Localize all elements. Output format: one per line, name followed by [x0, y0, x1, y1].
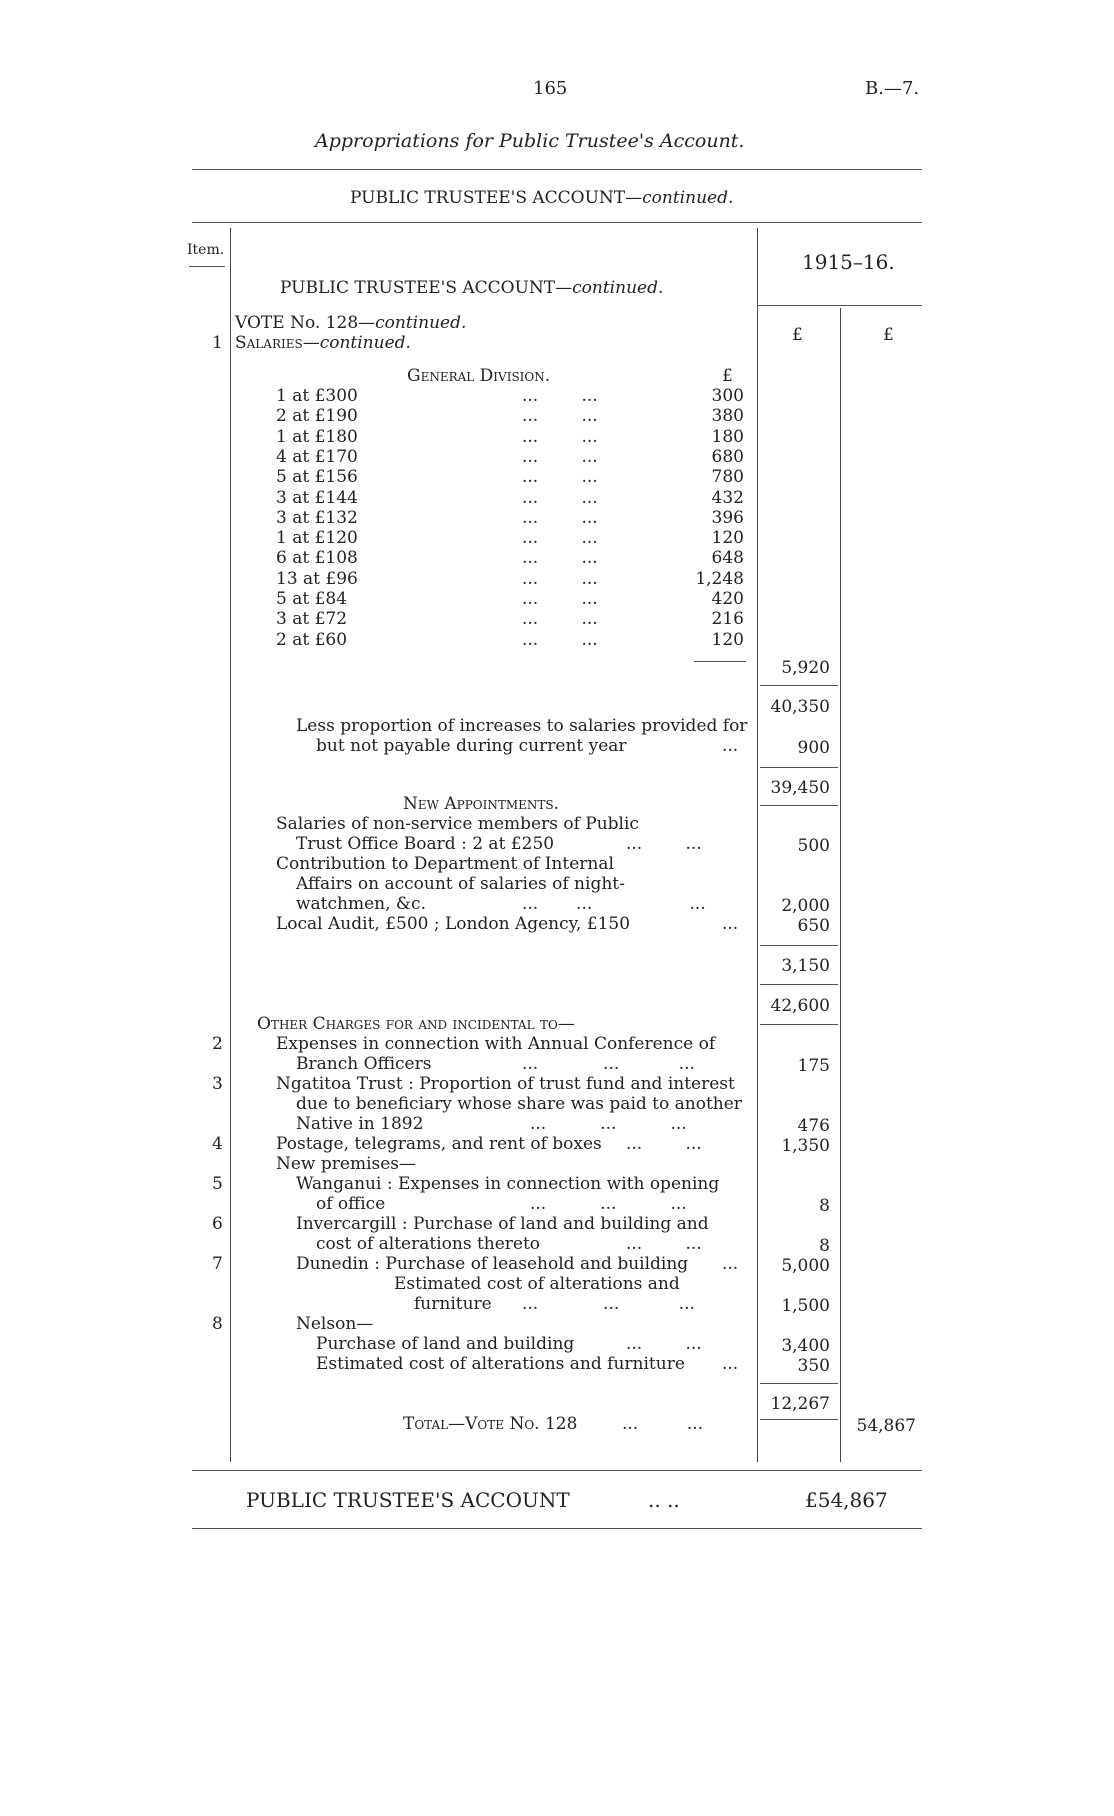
appointment-line: Trust Office Board : 2 at £250: [296, 834, 555, 854]
inner-title: PUBLIC TRUSTEE'S ACCOUNT—continued.: [280, 278, 664, 298]
charge-line: furniture: [414, 1294, 492, 1314]
year-header-rule: [757, 305, 922, 306]
subtotal-rule: [760, 1024, 838, 1025]
amount-column-divider: [840, 308, 841, 1462]
appointment-line: Affairs on account of salaries of night-: [296, 874, 625, 894]
leader-dots: ... ... ...: [530, 1114, 687, 1134]
leader-dots: ... ...: [522, 569, 598, 589]
subtotal-rule: [694, 661, 746, 662]
header-rule: [192, 169, 922, 170]
leader-dots: ... ...: [522, 447, 598, 467]
footer-rule: [192, 1528, 922, 1529]
salary-grade-amount: 420: [711, 589, 744, 609]
leader-dots: ... ...: [522, 528, 598, 548]
charge-line: of office: [316, 1194, 386, 1214]
subtotal-rule: [760, 945, 838, 946]
salary-grade-label: 3 at £132: [276, 508, 358, 528]
general-division-unit: £: [722, 366, 733, 386]
charge-line: Branch Officers: [296, 1054, 432, 1074]
nelson-heading: Nelson—: [296, 1314, 374, 1334]
item-number: 8: [212, 1314, 223, 1334]
subtotal-amount: 39,450: [770, 778, 830, 798]
less-proportion-line: Less proportion of increases to salaries provided for: [296, 716, 748, 736]
appointment-line: Local Audit, £500 ; London Agency, £150: [276, 914, 631, 934]
section-rule: [192, 222, 922, 223]
salary-grade-amount: 300: [711, 386, 744, 406]
charge-line: Postage, telegrams, and rent of boxes: [276, 1134, 602, 1154]
item-number: 3: [212, 1074, 223, 1094]
charge-amount: 350: [797, 1356, 830, 1376]
subtotal-rule: [760, 767, 838, 768]
leader-dots: ... ...: [522, 427, 598, 447]
charge-amount: 1,350: [781, 1136, 830, 1156]
item-number: 7: [212, 1254, 223, 1274]
appointment-line: watchmen, &c.: [296, 894, 426, 914]
leader-dots: .. ..: [648, 1488, 680, 1512]
item-number: 4: [212, 1134, 223, 1154]
salary-grade-label: 5 at £84: [276, 589, 348, 609]
leader-dots: ... ...: [522, 406, 598, 426]
subtotal-rule: [760, 1383, 838, 1384]
description-column-divider: [757, 228, 758, 1462]
charge-line: Expenses in connection with Annual Conference of: [276, 1034, 716, 1054]
page-number: 165: [533, 78, 568, 99]
salary-grade-amount: 1,248: [695, 569, 744, 589]
salary-grade-label: 3 at £72: [276, 609, 348, 629]
salary-grade-label: 1 at £120: [276, 528, 358, 548]
subtotal-amount: 42,600: [770, 996, 830, 1016]
leader-dots: ... ... ...: [522, 1054, 695, 1074]
year-header: 1915–16.: [802, 250, 895, 274]
general-division-heading: General Division.: [407, 366, 551, 386]
salary-grade-amount: 780: [711, 467, 744, 487]
item-number: 2: [212, 1034, 223, 1054]
salary-grade-amount: 120: [711, 630, 744, 650]
leader-dots: ... ...: [522, 467, 598, 487]
item-column-header: Item.: [187, 242, 225, 258]
leader-dots: ...: [722, 1354, 739, 1374]
leader-dots: ... ...: [626, 1334, 702, 1354]
leader-dots: ... ...: [626, 1134, 702, 1154]
salary-grade-amount: 120: [711, 528, 744, 548]
leader-dots: ... ... ...: [522, 1294, 695, 1314]
salary-grade-label: 2 at £60: [276, 630, 348, 650]
leader-dots: ... ...: [626, 834, 702, 854]
appointment-amount: 650: [797, 916, 830, 936]
leader-dots: ... ... ...: [530, 1194, 687, 1214]
leader-dots: ... ...: [622, 1414, 704, 1434]
salary-grade-label: 1 at £300: [276, 386, 358, 406]
subtotal-amount: 40,350: [770, 697, 830, 717]
charge-amount: 8: [819, 1196, 830, 1216]
item-header-underline: [189, 266, 225, 267]
charge-amount: 1,500: [781, 1296, 830, 1316]
vote-heading: VOTE No. 128—continued.: [235, 313, 467, 333]
general-division-total: 5,920: [781, 658, 830, 678]
appointment-amount: 2,000: [781, 896, 830, 916]
appointment-line: Contribution to Department of Internal: [276, 854, 614, 874]
salary-grade-label: 4 at £170: [276, 447, 358, 467]
leader-dots: ...: [722, 1254, 739, 1274]
subtotal-rule: [760, 984, 838, 985]
summary-amount: £54,867: [805, 1488, 888, 1512]
less-proportion-line: but not payable during current year: [316, 736, 627, 756]
leader-dots: ... ...: [522, 589, 598, 609]
charge-line: due to beneficiary whose share was paid to another: [296, 1094, 742, 1114]
subtotal-rule: [760, 685, 838, 686]
subtotal-rule: [760, 805, 838, 806]
charge-amount: 476: [797, 1116, 830, 1136]
subtotal-rule: [760, 1419, 838, 1420]
section-title: PUBLIC TRUSTEE'S ACCOUNT—continued.: [350, 188, 734, 208]
charge-line: Estimated cost of alterations and furniture: [316, 1354, 685, 1374]
leader-dots: ... ...: [522, 609, 598, 629]
salary-grade-amount: 648: [711, 548, 744, 568]
new-premises-heading: New premises—: [276, 1154, 417, 1174]
salaries-heading: Salaries—continued.: [235, 333, 411, 353]
column-unit: £: [883, 325, 894, 345]
column-unit: £: [792, 325, 803, 345]
leader-dots: ... ...: [522, 488, 598, 508]
appointment-amount: 500: [797, 836, 830, 856]
vote-total-label: Total—Vote No. 128: [403, 1414, 578, 1434]
salary-grade-amount: 680: [711, 447, 744, 467]
leader-dots: ... ...: [522, 508, 598, 528]
salary-grade-label: 6 at £108: [276, 548, 358, 568]
leader-dots: ... ...: [626, 1234, 702, 1254]
new-appointments-heading: New Appointments.: [403, 794, 560, 814]
salary-grade-label: 2 at £190: [276, 406, 358, 426]
document-reference: B.—7.: [865, 78, 920, 99]
charge-amount: 175: [797, 1056, 830, 1076]
salary-grade-amount: 396: [711, 508, 744, 528]
running-title: Appropriations for Public Trustee's Account.: [315, 130, 745, 152]
leader-dots: ... ...: [522, 386, 598, 406]
item-number: 5: [212, 1174, 223, 1194]
leader-dots: ...: [722, 736, 739, 756]
leader-dots: ... ...: [522, 630, 598, 650]
item-number: 6: [212, 1214, 223, 1234]
charge-line: Native in 1892: [296, 1114, 424, 1134]
salary-grade-label: 5 at £156: [276, 467, 358, 487]
leader-dots: ... ... ...: [522, 894, 706, 914]
charge-amount: 8: [819, 1236, 830, 1256]
table-bottom-rule: [192, 1470, 922, 1471]
charge-line: Ngatitoa Trust : Proportion of trust fund and interest: [276, 1074, 735, 1094]
leader-dots: ... ...: [522, 548, 598, 568]
charge-line: cost of alterations thereto: [316, 1234, 541, 1254]
salary-grade-amount: 432: [711, 488, 744, 508]
charge-line: Dunedin : Purchase of leasehold and building: [296, 1254, 689, 1274]
vote-total-amount: 54,867: [856, 1416, 916, 1436]
charge-line: Wanganui : Expenses in connection with opening: [296, 1174, 720, 1194]
other-charges-heading: Other Charges for and incidental to—: [257, 1014, 575, 1034]
salary-grade-label: 3 at £144: [276, 488, 358, 508]
leader-dots: ...: [722, 914, 739, 934]
salary-grade-amount: 216: [711, 609, 744, 629]
less-proportion-amount: 900: [797, 738, 830, 758]
salary-grade-label: 1 at £180: [276, 427, 358, 447]
salary-grade-amount: 180: [711, 427, 744, 447]
charge-amount: 3,400: [781, 1336, 830, 1356]
summary-label: PUBLIC TRUSTEE'S ACCOUNT: [246, 1488, 570, 1512]
other-charges-total: 12,267: [770, 1394, 830, 1414]
salary-grade-amount: 380: [711, 406, 744, 426]
charge-amount: 5,000: [781, 1256, 830, 1276]
appointment-line: Salaries of non-service members of Public: [276, 814, 639, 834]
charge-line: Purchase of land and building: [316, 1334, 575, 1354]
subtotal-amount: 3,150: [781, 956, 830, 976]
item-column-divider: [230, 228, 231, 1462]
charge-line: Invercargill : Purchase of land and building and: [296, 1214, 709, 1234]
salary-grade-label: 13 at £96: [276, 569, 358, 589]
item-number: 1: [212, 333, 223, 353]
charge-line: Estimated cost of alterations and: [394, 1274, 680, 1294]
